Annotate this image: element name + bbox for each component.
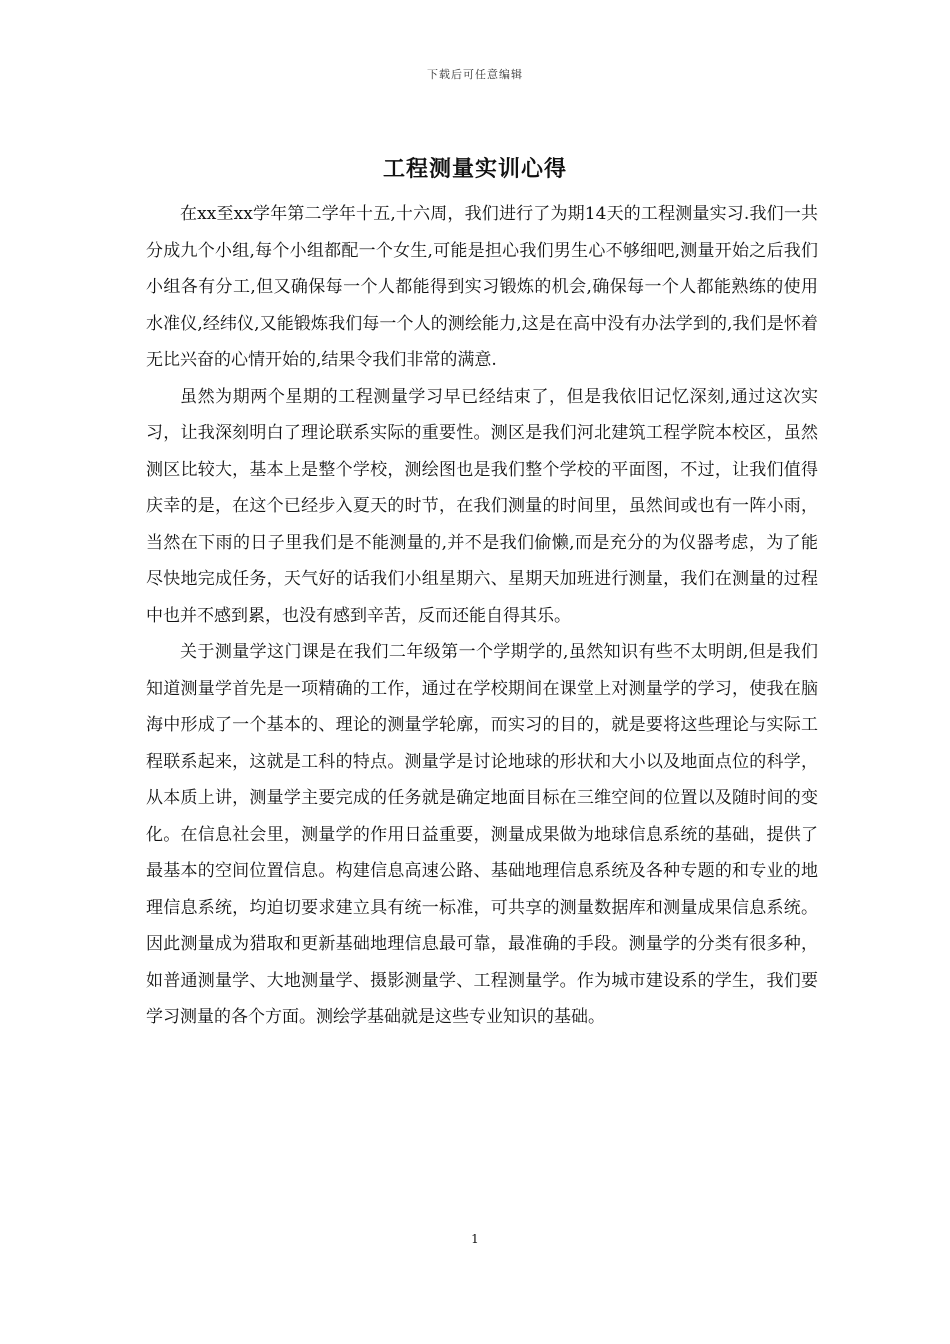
document-title: 工程测量实训心得: [382, 157, 567, 182]
paragraph-2: 虽然为期两个星期的工程测量学习早已经结束了，但是我依旧记忆深刻,通过这次实习，让我深刻明白了理论联系实际的重要性。测区是我们河北建筑工程学院本校区，虽然测区比较大，基本上是整个学校，测绘图也是我们整个学校的平面图，不过，让我们值得庆幸的是，在这个已经步入夏天的时节，在我们测量的时间里，虽然间或也有一阵小雨，当然在下雨的日子里我们是不能测量的,并不是我们偷懒,而是充分的为仪器考虑，为了能尽快地完成任务，天气好的话我们小组星期六、星期天加班进行测量，我们在测量的过程中也并不感到累，也没有感到辛苦，反而还能自得其乐。: [146, 386, 818, 626]
page-number: 1: [471, 1232, 479, 1246]
paragraph-1: 在xx至xx学年第二学年十五,十六周，我们进行了为期14天的工程测量实习.我们一共分成九个小组,每个小组都配一个女生,可能是担心我们男生心不够细吧,测量开始之后我们小组各有分工,但又确保每一个人都能得到实习锻炼的机会,确保每一个人都能熟练的使用水准仪,经纬仪,又能锻炼我们每一个人的测绘能力,这是在高中没有办法学到的,我们是怀着无比兴奋的心情开始的,结果令我们非常的满意.: [146, 204, 818, 370]
document-body: [146, 196, 818, 1036]
paragraph-3: 关于测量学这门课是在我们二年级第一个学期学的,虽然知识有些不太明朗,但是我们知道测量学首先是一项精确的工作，通过在学校期间在课堂上对测量学的学习，使我在脑海中形成了一个基本的、理论的测量学轮廓，而实习的目的，就是要将这些理论与实际工程联系起来，这就是工科的特点。测量学是讨论地球的形状和大小以及地面点位的科学，从本质上讲，测量学主要完成的任务就是确定地面目标在三维空间的位置以及随时间的变化。在信息社会里，测量学的作用日益重要，测量成果做为地球信息系统的基础，提供了最基本的空间位置信息。构建信息高速公路、基础地理信息系统及各种专题的和专业的地理信息系统，均迫切要求建立具有统一标准，可共享的测量数据库和测量成果信息系统。因此测量成为猎取和更新基础地理信息最可靠，最准确的手段。测量学的分类有很多种，如普通测量学、大地测量学、摄影测量学、工程测量学。作为城市建设系的学生，我们要学习测量的各个方面。测绘学基础就是这些专业知识的基础。: [146, 642, 818, 1027]
header-note: 下载后可任意编辑: [427, 68, 523, 81]
